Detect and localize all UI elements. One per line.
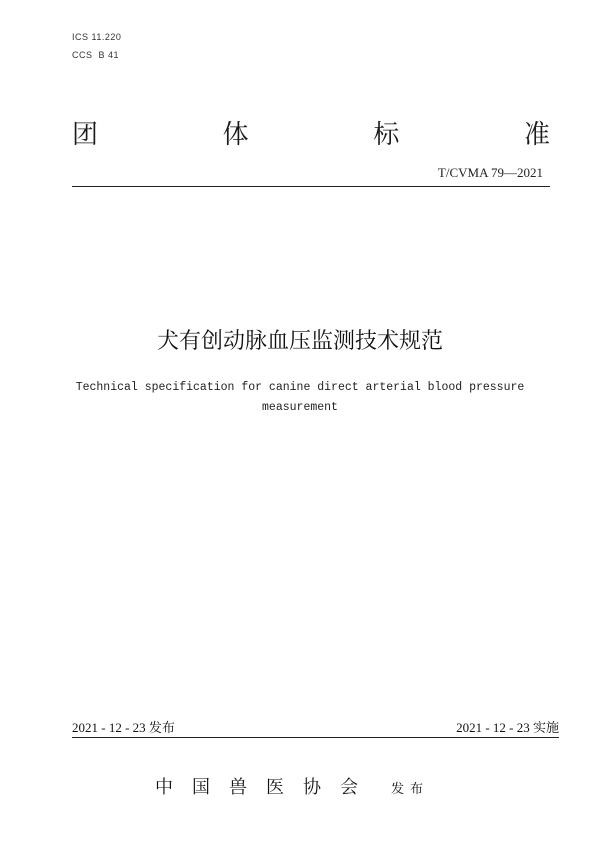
issuer-action: 发布	[391, 782, 430, 797]
title-english-line: Technical specification for canine direct arterial blood pressure	[75, 381, 525, 394]
standard-type-char: 准	[523, 120, 550, 150]
standard-type-char: 团	[72, 120, 99, 150]
header-divider	[72, 186, 550, 187]
publish-date: 2021 - 12 - 23 发布	[72, 720, 175, 735]
standard-number: T/CVMA 79—2021	[437, 165, 543, 180]
classification-codes	[72, 28, 121, 64]
title-english-line: measurement	[262, 401, 338, 414]
implement-date: 2021 - 12 - 23 实施	[456, 720, 559, 735]
issuer-char: 协	[303, 777, 321, 798]
standard-type-char: 体	[222, 120, 249, 150]
footer-divider	[72, 737, 559, 738]
issuer-char: 兽	[229, 777, 247, 798]
issuer-char: 会	[340, 777, 358, 798]
standard-type-heading	[72, 114, 550, 151]
standard-type-char: 标	[373, 120, 400, 150]
issuer	[155, 773, 429, 799]
issuer-char: 医	[266, 777, 284, 798]
title-english	[40, 378, 560, 418]
title-chinese: 犬有创动脉血压监测技术规范	[156, 329, 443, 354]
ccs-code: CCS B 41	[72, 50, 120, 60]
issuer-char: 中	[155, 777, 173, 798]
ics-code: ICS 11.220	[72, 32, 122, 42]
issuer-char: 国	[192, 777, 210, 798]
